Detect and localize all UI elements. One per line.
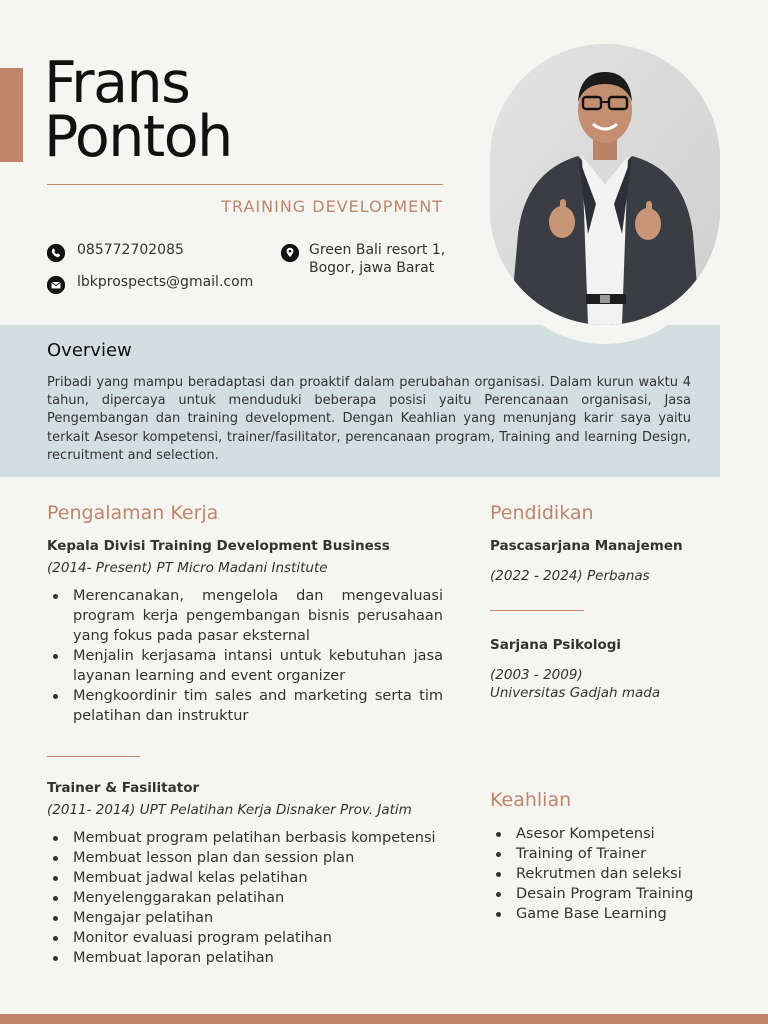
- list-item: Membuat laporan pelatihan: [73, 948, 443, 968]
- overview-title: Overview: [47, 340, 132, 361]
- degree: Sarjana Psikologi: [490, 637, 622, 653]
- list-item: Merencanakan, mengelola dan mengevaluasi program kerja pengembangan bisnis perusahaan yang fokus pada pasar eksternal: [73, 588, 443, 644]
- skills-list: [490, 824, 756, 924]
- education-meta: (2003 - 2009): [490, 667, 583, 683]
- accent-bar: [0, 68, 23, 162]
- list-item: Membuat program pelatihan berbasis kompetensi: [73, 828, 443, 848]
- education-title: Pendidikan: [490, 502, 594, 524]
- education-meta: (2022 - 2024) Perbanas: [490, 568, 650, 584]
- list-item: Membuat lesson plan dan session plan: [73, 848, 443, 868]
- section-divider: [47, 756, 140, 757]
- job-entry: [47, 780, 443, 968]
- job-entry: [47, 538, 443, 726]
- overview-text: Pribadi yang mampu beradaptasi dan proaktif dalam perubahan organisasi. Dalam kurun waktu 4 tahun, dipercaya untuk menduduki beberapa posisi yaitu Perencanaan organisasi, Jasa Pengembangan dan training development. Dengan Keahlian yang menunjang karir saya yaitu terkait Asesor kompetensi, trainer/fasilitator, perencanaan program, Training and learning Design, recruitment and selection.: [47, 375, 691, 463]
- job-meta: (2011- 2014) UPT Pelatihan Kerja Disnaker Prov. Jatim: [47, 802, 412, 818]
- footer-bar: [0, 1014, 768, 1024]
- education-institution: Universitas Gadjah mada: [490, 685, 661, 701]
- address: [309, 241, 445, 277]
- list-item: Training of Trainer: [516, 844, 756, 864]
- address-line-1: Green Bali resort 1,: [309, 242, 446, 258]
- job-position: Trainer & Fasilitator: [47, 780, 200, 796]
- last-name: Pontoh: [44, 104, 232, 170]
- list-item: Menjalin kerjasama intansi untuk kebutuhan jasa layanan learning and event organizer: [73, 648, 443, 684]
- skills-title: Keahlian: [490, 789, 572, 811]
- education-entry: [490, 637, 730, 701]
- mail-icon: [47, 276, 65, 294]
- education-entry: [490, 538, 730, 584]
- email-address[interactable]: lbkprospects@gmail.com: [77, 274, 254, 290]
- list-item: Monitor evaluasi program pelatihan: [73, 928, 443, 948]
- experience-title: Pengalaman Kerja: [47, 502, 219, 524]
- list-item: Rekrutmen dan seleksi: [516, 864, 756, 884]
- profile-photo: [490, 44, 720, 325]
- list-item: Mengajar pelatihan: [73, 908, 443, 928]
- list-item: Asesor Kompetensi: [516, 824, 756, 844]
- candidate-name: [44, 50, 232, 170]
- list-item: Desain Program Training: [516, 884, 756, 904]
- job-bullets: [47, 586, 443, 726]
- location-pin-icon: [281, 244, 299, 262]
- job-bullets: [47, 828, 443, 968]
- first-name: Frans: [44, 50, 190, 116]
- list-item: Mengkoordinir tim sales and marketing serta tim pelatihan dan instruktur: [73, 688, 443, 724]
- job-title: TRAINING DEVELOPMENT: [221, 197, 443, 216]
- job-meta: (2014- Present) PT Micro Madani Institute: [47, 560, 328, 576]
- phone-number[interactable]: 085772702085: [77, 242, 184, 258]
- degree: Pascasarjana Manajemen: [490, 538, 683, 554]
- section-divider: [490, 610, 584, 611]
- job-position: Kepala Divisi Training Development Business: [47, 538, 390, 554]
- list-item: Menyelenggarakan pelatihan: [73, 888, 443, 908]
- list-item: Game Base Learning: [516, 904, 756, 924]
- phone-icon: [47, 244, 65, 262]
- address-line-2: Bogor, jawa Barat: [309, 260, 435, 276]
- list-item: Membuat jadwal kelas pelatihan: [73, 868, 443, 888]
- header-divider: [47, 184, 443, 185]
